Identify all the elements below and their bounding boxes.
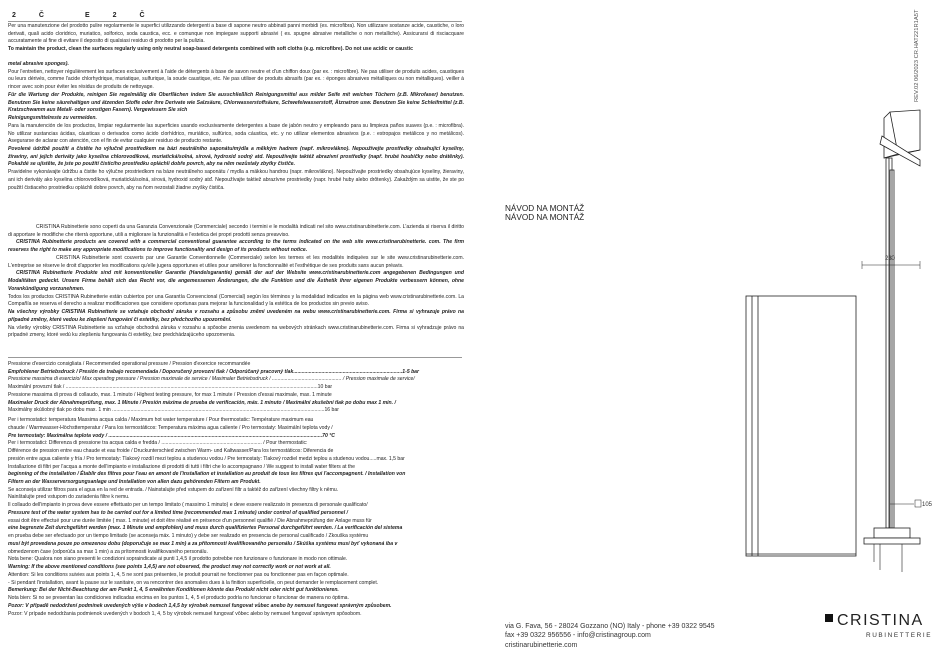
dim-width-label: 230 bbox=[885, 256, 896, 262]
spec-line: Nota bien: Si no se presentan las condiciones indicadas encima en los puntos 1, 4, 5 el producto podría no funcionar o funcionar de manera no óptima. bbox=[8, 595, 349, 602]
warranty-en: CRISTINA Rubinetterie products are covered with a commercial conventional guarantee according to the terms indicated on the web site www.cristinarubinetterie. com. The firm reserves the right to make any appropriate modifications to improve functionality and design of its products without notice. bbox=[8, 239, 464, 254]
spec-line: Filtern an der Wasserversorgungsanlage und Installation von allen dazu gehörenden Filtern am Produkt. bbox=[8, 479, 261, 486]
title-line: NÁVOD NA MONTÁŽ bbox=[505, 213, 585, 223]
lang-marker: Č bbox=[38, 12, 45, 19]
spec-line: Il collaudo dell'impianto in prova deve essere effettuato per un tempo limitato ( massimo 1 minuto) e deve essere realizzato in presenza di personale qualificato/ bbox=[8, 502, 368, 509]
spec-line: Différence de pression entre eau chaude et eau froide / Druckunterschied zwischen Warm- und Kaltwasser/Para los termostáticos: Diferencia de bbox=[8, 448, 334, 455]
spec-line: Se aconseja utilizar filtros para el agua en la red de entrada. / Nainstalujte před vstupem do zařízení filtr a taktéž do zařízení všechny filtry k němu. bbox=[8, 486, 339, 493]
address-line: cristinarubinetterie.com bbox=[505, 641, 578, 649]
warranty-section bbox=[8, 224, 464, 340]
care-en-2: metal abrasive sponges). bbox=[8, 60, 69, 67]
spec-line: musí být provedena pouze po omezenou dobu (doporučuje se max 1 min) a za přítomnosti kvalifikovaného personálu / Skúška systému musí byť vykonaná iba v bbox=[8, 540, 398, 547]
divider bbox=[8, 21, 462, 22]
cover-column bbox=[474, 0, 950, 667]
spec-line: Pressione massima di prova di collaudo, max. 1 minuto / Highest testing pressure, for max 1 minute / Pression d'essai maximale, max. 1 minute bbox=[8, 391, 332, 398]
spec-line: en prueba debe ser efectuado por un tiempo limitado (se aconseja máx. 1 minuto) y debe ser realizado en presencia de personal cualificado / Zkouška systému bbox=[8, 533, 369, 540]
spec-line: Bemerkung: Bei der Nicht-Beachtung der am Punkt 1, 4, 5 erwähnten Konditionen könnte das Produkt nicht oder nicht gut funktionieren. bbox=[8, 587, 339, 594]
language-markers bbox=[12, 12, 146, 19]
spec-line: Attention: Si les conditions suivies aux points 1, 4, 5 ne sont pas présentes, le produit pourrait ne fonctionner pas ou fonctionner pas en façon optimale. bbox=[8, 571, 349, 578]
spec-line: Nainštalujte pred vstupom do zariadenia filtre k nemu. bbox=[8, 494, 130, 501]
spec-line: obmedzenom čase (odporúča sa max 1 min) a za prítomnosti kvalifikovaného personálu. bbox=[8, 548, 208, 555]
revision-code: REV.02 06/2023 CR.HAT221R1A5T bbox=[914, 10, 920, 103]
spec-line: beginning of the installation / Établir des filtres pour l'eau en amont de l'installation et installation au produit de tous les filtres qui l'accompagnent. / Installation von bbox=[8, 471, 406, 478]
spec-line: - Si pendant l'installation, avant la pause sur le sanitaire, on va rencontrer des anomalies dues à la finition superficielle, on peut demander le remplacement complet. bbox=[8, 579, 379, 586]
spec-line: Pressione massima di esercizio/ Max operating pressure / Pression maximale de service / Maximaler Betriebsdruck / ................................................. / Pression maximale de service/ bbox=[8, 376, 415, 383]
warranty-fr: CRISTINA Rubinetterie sont couverts par une Garantie Conventionnelle (Commerciale) selon les termes et les modalités indiquées sur le site www.cristinarubinetterie.com. L'entreprise se réserve le droit d'apporter les modifications qu'elle jugera opportunes et utiles pour améliorer la fonctionnalité et l'esthétique de ses produits sans aucun préavis. bbox=[8, 254, 464, 269]
address-line: fax +39 0322 956556 - info@cristinagroup.com bbox=[505, 632, 651, 640]
warranty-de: CRISTINA Rubinetterie Produkte sind mit konventioneller Garantie (Handelsgarantie) gemäß der auf der Website www.cristinarubinetterie.com angegebenen Bedingungen und Modalitäten gedeckt. Unsere Firma behält sich das Recht vor, die angemessenen Änderungen, die die Funktion und die Ästhetik ihrer eigenen Produkte verbessern können, ohne Vorankündigung vorzunehmen. bbox=[8, 270, 464, 292]
faucet-technical-drawing bbox=[744, 100, 933, 580]
spec-line: eine begrenzte Zeit durchgeführt werden (max. 1 Minute und empfohlen) und muss durch qualifiziertes Personal durchgeführt werden. / La verificación del sistema bbox=[8, 525, 403, 532]
care-cz: Povolené údržbě použití a čistěte ho výlučně prostředkem na bázi neutrálního saponátu/mýdla a měkkým hadrem (např. mikrovlákno). Nepoužívejte prostředky obsahující kyseliny, žíraviny, ani jejich deriváty jako kyselina chlorovodíková, muriatická/solná, sírová, hydroxid sodný atd. Nepoužívejte taktéž abrazivní prostředky (např. hrubé houbičky nebo drátěnky). Pokaždé se ujistěte, že jste po použití čisticího prostředku opláchli dobře povrch, aby na něm nezůstaly zbytky čističe. bbox=[8, 146, 464, 168]
spec-line: Pressione d'esercizio consigliata / Recommended operational pressure / Pression d'exercice recommandée bbox=[8, 361, 251, 367]
spec-line: essai doit être effectué pour une durée limitée ( max. 1 minute) et doit être réalisé en présence d'un personnel qualifié / Die Abnahmeprüfung der Anlage muss für bbox=[8, 517, 372, 524]
care-de-2: Reinigungsmittelreste zu vermeiden. bbox=[8, 115, 97, 122]
brand-logo bbox=[825, 612, 932, 639]
care-es: Para la manutención de los productos, limpiar regularmente las superficies usando exclusivamente detergentes a base de jabón neutro y empleando para su limpieza paños suaves (p.e. : microfibra). No utilizar sustancias ácidas, cáusticas o derivados como ácido clorhídrico, muriático, sulfúrico, soda cáustica, etc. y no utilizar elementos abrasivos (p.e. : estropajos metálicos y no metálicos). Asegurarse de aclarar con atención, con el fin de evitar cualquier residuo de producto restante. bbox=[8, 122, 464, 145]
dim-base-label: 105 bbox=[922, 502, 933, 508]
spec-line: Pozor: V případě nedodržení podmínek uvedených výše v bodech 1,4,5 by výrobek nemusel fungovat vůbec anebo by nemusel fungovat správným způsobem. bbox=[8, 602, 392, 609]
spec-line: Nota bene: Qualora non siano presenti le condizioni sopraindicate ai punti 1,4,5 il prodotto potrebbe non funzionare o funzionare in modo non ottimale. bbox=[8, 556, 348, 563]
spec-line: Per i termostatici: temperatura Massima acqua calda / Maximum hot water temperature / Pour thermostatic: Température maximum eau bbox=[8, 417, 314, 424]
spec-line: Pressure test of the water system has to be carried out for a limited time (recommended max 1 minute) under control of qualified personnel / bbox=[8, 509, 348, 516]
spec-line: Maximálny skúšobný tlak po dobu max. 1 min ......................................................................................................................................................16 bar bbox=[8, 407, 339, 414]
brand-subtitle: RUBINETTERIE bbox=[866, 632, 933, 639]
spec-line: presión entre agua caliente y fría / Pro termostaty: Tlakový rozdíl mezi teplou a studenou vodou / Pre termostaty: Tlakový rozdiel medzi teplou a studenou vodou.....max. 1,5 bar bbox=[8, 455, 405, 462]
spec-line: Per i termostatici: Differenza di pressione tra acqua calda e fredda / ....................................................................... / Pour thermostatic: bbox=[8, 440, 308, 447]
spec-line: Empfohlener Betriebsdruck / Presión de trabajo recomendada / Doporučený provozní tlak / Odporúčaný pracovný tlak.............................................................................1-5 bar bbox=[8, 368, 419, 375]
care-fr: Pour l'entretien, nettoyer régulièrement les surfaces exclusivement à l'aide de détergents à base de savon neutre et d'un chiffon doux (par ex. : microfibre). Ne pas utiliser de produits acides, caustiques ou leurs dérivés, comme l'acide chlorhydrique, muriatique, sulfurique, la soude caustique, etc. Ne pas utiliser de produits abrasifs (par ex. : éponges abrasives métalliques ou non métalliques). veiller à rincer avec soin pour éviter les résidus de produits de nettoyage. bbox=[8, 68, 464, 91]
spec-line: Maximální provozní tlak / ..................................................................................................................................................................................10 bar bbox=[8, 384, 333, 391]
care-it: Per una manutenzione del prodotto pulire regolarmente le superfici utilizzando detergenti a base di sapone neutro abbinati panni morbidi (es. microfibra). Non utilizzare sostanze acide, caustiche, o loro derivati, quali acido cloridrico, muriatico, solforico, soda caustica, ecc. e comunque non impiegare supporti abrasivi ( es. spugne abrasive metalliche o non metalliche). Assicurarsi di risciacquare accuratamente al fine di evitare il deposito di qualsiasi residuo di prodotto per la pulizia. bbox=[8, 23, 464, 45]
spec-line: Warning: If the above mentioned conditions (see points 1,4,5) are not observed, the product may not correctly work or not work at all. bbox=[8, 564, 331, 571]
care-sk: Pravidelne vykonávajte údržbu a čistite ho výlučne prostriedkom na báze neutrálneho saponátu / mydla a mäkkou handrou (napr. mikrovlákno). Nepoužívajte prostriedky obsahujúce kyseliny, žieraviny, ani ich deriváty ako kyselina chlorovodíková, muriatická/solná, sírová, hydroxid sodný atď. Nepoužívajte taktiež abrazívne prostriedky (napr. hrubé huby alebo drôtenky). Zakaždým sa uistite, že ste po použití čistiaceho prostriedku opláchli dobre povrch, aby na ňom nezostali žiadne zvyšky čističa. bbox=[8, 169, 464, 191]
lang-marker: Č bbox=[139, 12, 146, 19]
lang-marker: 2 bbox=[12, 12, 17, 19]
company-address bbox=[505, 622, 715, 650]
spec-line: Pozor: V prípade nedodržania podmienok uvedených v bodoch 1, 4, 5 by výrobok nemusel fungovať vôbec alebo by nemusel fungovať správnym spôsobom. bbox=[8, 610, 362, 617]
spec-line: Pre termostaty: Maximálna teplota vody / .......................................................................................................................................................70 °C bbox=[8, 432, 335, 439]
care-en: To maintain the product, clean the surfaces regularly using only neutral soap-based detergents combined with soft cloths (e.g. microfibre). Do not use acidic or caustic bbox=[8, 46, 413, 53]
brand-name: CRISTINA bbox=[837, 612, 924, 629]
specs-section bbox=[8, 361, 464, 618]
warranty-it: CRISTINA Rubinetterie sono coperti da una Garanzia Convenzionale (Commerciale) secondo i termini e le modalità indicati nel sito www.cristinarubinetterie.com. L'azienda si riserva il diritto di apportare le modifiche che riterrà opportune, utili a migliorare la funzionalità e l'estetica dei propri prodotti senza preavviso. bbox=[8, 224, 464, 238]
lang-marker: 2 bbox=[112, 12, 118, 19]
lang-marker: E bbox=[84, 12, 91, 19]
warranty-es: Todos los productos CRISTINA Rubinetterie están cubiertos por una Garantía Convencional (Comercial) según los términos y la modalidad indicados en la página web www.cristinarubinetterie.com. La Compañía se reserva el derecho a realizar modificaciones que considere oportunas para mejorar la funcionalidad y la estética de los productos sin previo aviso. bbox=[8, 293, 464, 308]
document-title bbox=[505, 204, 584, 223]
spec-line: Maximaler Druck der Abnahmeprüfung, max. 1 Minute / Presión máxima de prueba de verificación, máx. 1 minuto / Maximální zkušební tlak po dobu max 1 min. / bbox=[8, 399, 396, 406]
divider bbox=[8, 357, 462, 358]
title-line: NÁVOD NA MONTÁŽ bbox=[505, 204, 585, 213]
address-line: via G. Fava, 56 - 28024 Gozzano (NO) Italy - phone +39 0322 9545 bbox=[505, 623, 715, 630]
spec-line: chaude / Warmwasser-Höchsttemperatur / Para los termostáticos: Temperatura máxima agua caliente / Pro termostaty: Maximální teplota vody / bbox=[8, 424, 333, 431]
text-column bbox=[8, 0, 464, 667]
warranty-sk: Na všetky výrobky CRISTINA Rubinetterie sa vzťahuje obchodná záruka v rozsahu a spôsobe znenia uvedenom na webových stránkach www.cristinarubinetterie.com. Firma si vyhradzuje právo na prípadné zmeny, ktoré vedú ku zlepšeniu fungovania či estetiky, bez predchádzajúceho upozornenia. bbox=[8, 324, 464, 339]
logo-square-icon bbox=[825, 614, 833, 622]
warranty-cz: Na všechny výrobky CRISTINA Rubinetterie se vztahuje obchodní záruka v rozsahu a způsobu zněmi uvedeném na webu www.cristinarubinetterie.com. Firma si vyhrazuje právo na případné změny, které vedou ke zlepšení fungování či estetiky, bez předchozího upozornění. bbox=[8, 309, 464, 323]
care-section bbox=[8, 23, 464, 192]
care-de: Für die Wartung der Produkte, reinigen Sie regelmäßig die Oberflächen indem Sie ausschließlich Reinigungsmittel aus milder Seife mit weichen Tüchern (z.B. Mikrofaser) benutzen. Benutzen Sie keine säurehaltigen und ätzenden Stoffe oder ihre Derivate wie Salzsäure, Chlorwasserstoffsäure, Schwefelwasserstoff, Ätznatron usw. Benutzen Sie keine Schleifmittel (z.B. Kratzschwamm aus Metall- oder sonstigen Fasern). Vergewissern Sie sich bbox=[8, 91, 464, 114]
spec-line: Installazione di filtri per l'acqua a monte dell'impianto e installazione di prodotti di tutti i filtri che lo accompagnano / We suggest to install water filters at the bbox=[8, 463, 355, 470]
